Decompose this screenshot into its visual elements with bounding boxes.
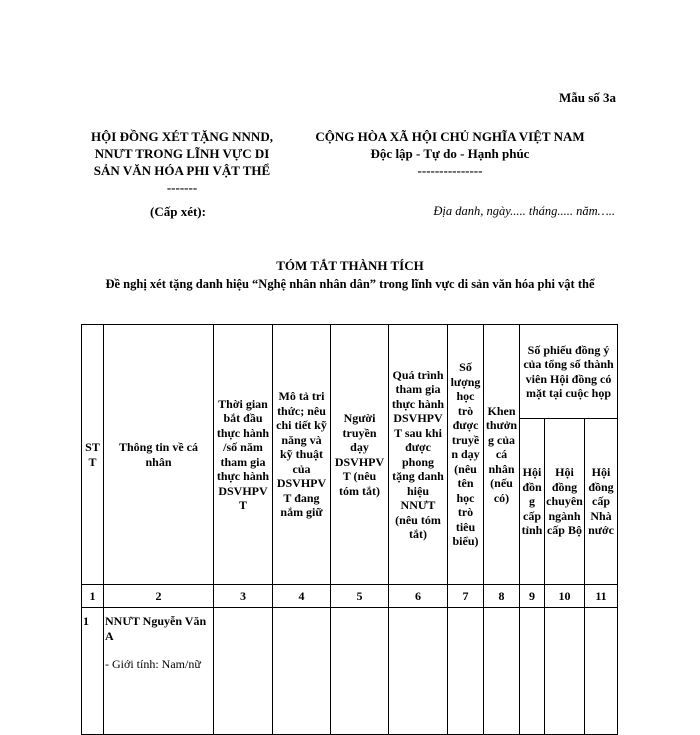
header-students: Số lượng học trò được truyền dạy (nêu tên học trò tiêu biểu) bbox=[448, 325, 484, 585]
column-number: 10 bbox=[545, 585, 585, 608]
header-teacher: Người truyền dạy DSVHPVT (nêu tóm tắt) bbox=[331, 325, 389, 585]
national-motto: Độc lập - Tự do - Hạnh phúc bbox=[370, 146, 530, 161]
council-header bbox=[82, 128, 282, 196]
column-number: 4 bbox=[273, 585, 331, 608]
row-cell bbox=[585, 608, 618, 735]
column-number: 3 bbox=[214, 585, 273, 608]
national-rule: --------------- bbox=[417, 163, 483, 178]
council-line-3: SẢN VĂN HÓA PHI VẬT THỂ bbox=[93, 163, 271, 178]
row-cell bbox=[545, 608, 585, 735]
place-date: Địa danh, ngày..... tháng..... năm….. bbox=[433, 204, 615, 218]
council-line-1: HỘI ĐỒNG XÉT TẶNG NNND, bbox=[91, 129, 273, 144]
header-votes-group: Số phiếu đồng ý của tổng số thành viên Hội đồng có mặt tại cuộc họp bbox=[520, 325, 618, 419]
header-practice-process: Quá trình tham gia thực hành DSVHPVT sau khi được phong tặng danh hiệu NNƯT (nêu tóm tắt) bbox=[389, 325, 448, 585]
column-number: 6 bbox=[389, 585, 448, 608]
row-cell bbox=[448, 608, 484, 735]
council-line-2: NNƯT TRONG LĨNH VỰC DI bbox=[94, 146, 270, 161]
person-name: NNƯT Nguyễn Văn A bbox=[105, 614, 207, 643]
achievement-table bbox=[81, 324, 618, 735]
column-number: 2 bbox=[104, 585, 214, 608]
row-stt: 1 bbox=[82, 608, 104, 735]
column-number: 1 bbox=[82, 585, 104, 608]
header-knowledge-description: Mô tả tri thức; nêu chi tiết kỹ năng và kỹ thuật của DSVHPVT đang nắm giữ bbox=[273, 325, 331, 585]
council-rule: ------- bbox=[166, 180, 198, 195]
row-cell bbox=[331, 608, 389, 735]
row-cell bbox=[273, 608, 331, 735]
form-number: Mẫu số 3a bbox=[558, 90, 616, 105]
header-awards: Khen thưởng của cá nhân (nếu có) bbox=[484, 325, 520, 585]
column-number: 11 bbox=[585, 585, 618, 608]
header-stt: STT bbox=[82, 325, 104, 585]
header-provincial-council: Hội đồng cấp tỉnh bbox=[520, 419, 545, 585]
row-cell bbox=[214, 608, 273, 735]
national-header bbox=[300, 128, 600, 179]
header-start-time: Thời gian bắt đầu thực hành /số năm tham gia thực hành DSVHPVT bbox=[214, 325, 273, 585]
row-cell bbox=[520, 608, 545, 735]
header-personal-info: Thông tin về cá nhân bbox=[104, 325, 214, 585]
row-personal-info bbox=[104, 608, 214, 735]
header-ministry-council: Hội đồng chuyên ngành cấp Bộ bbox=[545, 419, 585, 585]
national-name: CỘNG HÒA XÃ HỘI CHỦ NGHĨA VIỆT NAM bbox=[315, 129, 585, 144]
header-state-council: Hội đồng cấp Nhà nước bbox=[585, 419, 618, 585]
column-number: 7 bbox=[448, 585, 484, 608]
column-number: 9 bbox=[520, 585, 545, 608]
row-cell bbox=[389, 608, 448, 735]
review-tier: (Cấp xét): bbox=[150, 204, 206, 219]
person-gender: - Giới tính: Nam/nữ bbox=[105, 657, 201, 671]
document-title: TÓM TẮT THÀNH TÍCH bbox=[276, 258, 424, 273]
column-number: 5 bbox=[331, 585, 389, 608]
column-number: 8 bbox=[484, 585, 520, 608]
row-cell bbox=[484, 608, 520, 735]
document-subtitle: Đề nghị xét tặng danh hiệu “Nghệ nhân nhân dân” trong lĩnh vực di sản văn hóa phi vật thể bbox=[105, 277, 595, 291]
